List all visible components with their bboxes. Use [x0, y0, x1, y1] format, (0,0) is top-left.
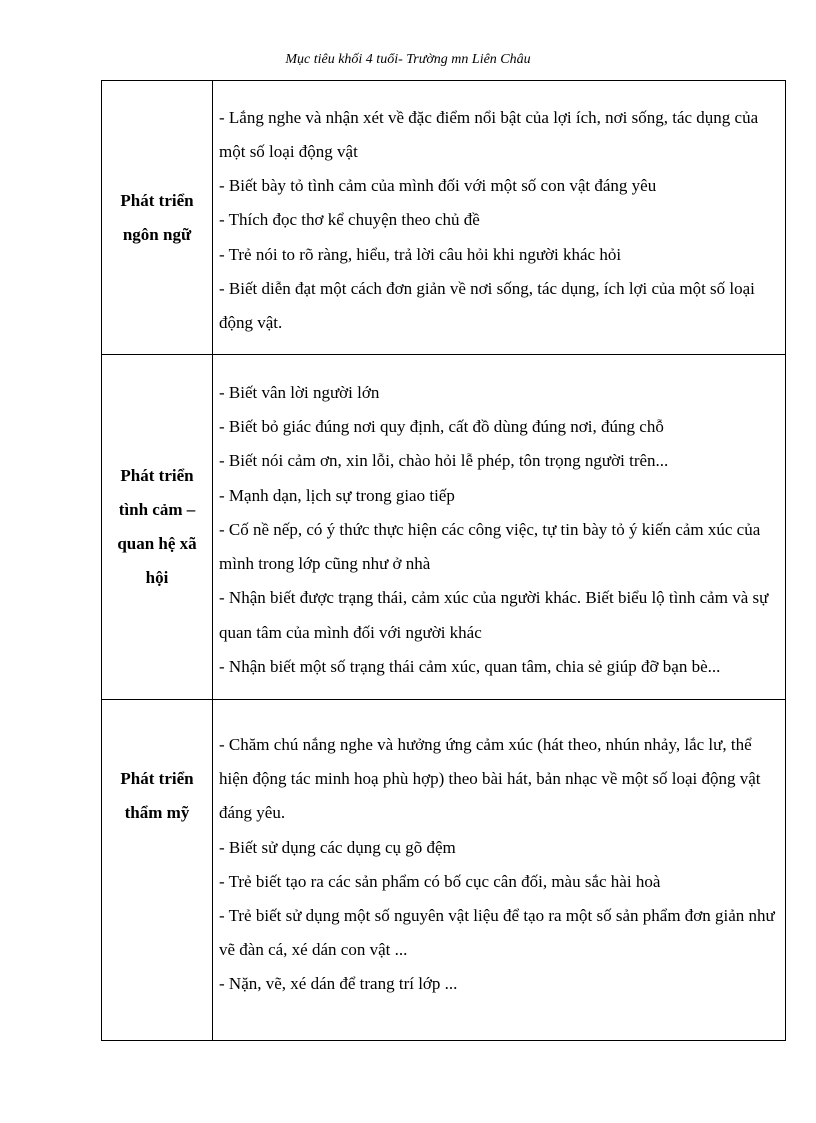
goal-item: - Lắng nghe và nhận xét về đặc điểm nổi bật của lợi ích, nơi sống, tác dụng của một số loại động vật [219, 107, 759, 161]
goal-item: - Mạnh dạn, lịch sự trong giao tiếp [219, 485, 455, 505]
page-header: Mục tiêu khối 4 tuổi- Trường mn Liên Châu [285, 52, 531, 67]
goal-item: - Biết diễn đạt một cách đơn giản về nơi sống, tác dụng, ích lợi của một số loại động vật. [219, 278, 755, 332]
table-row-aesthetic [102, 700, 786, 1041]
goal-item: - Biết bày tỏ tình cảm của mình đối với một số con vật đáng yêu [219, 176, 657, 196]
goal-item: - Biết vân lời người lớn [219, 383, 380, 403]
goal-item: - Trẻ biết tạo ra các sản phẩm có bố cục cân đối, màu sắc hài hoà [219, 871, 661, 891]
area-label: thẩm mỹ [124, 803, 190, 822]
area-label: tình cảm – [118, 500, 196, 519]
area-label: Phát triển [120, 190, 194, 210]
content-cell [213, 355, 786, 700]
area-cell [102, 355, 213, 700]
area-cell [102, 700, 213, 1041]
goal-item: - Nặn, vẽ, xé dán để trang trí lớp ... [219, 974, 458, 994]
content-cell [213, 81, 786, 355]
goal-item: - Biết sử dụng các dụng cụ gõ đệm [219, 837, 456, 857]
area-label: hội [145, 568, 169, 587]
goal-item: - Thích đọc thơ kể chuyện theo chủ đề [219, 210, 480, 230]
goal-item: - Chăm chú nắng nghe và hưởng ứng cảm xúc (hát theo, nhún nhảy, lắc lư, thể hiện động tác minh hoạ phù hợp) theo bài hát, bản nhạc về một số loại động vật đáng yêu. [219, 735, 761, 823]
table-row-social [102, 355, 786, 700]
area-label: Phát triển [120, 769, 194, 788]
goal-item: - Biết nói cảm ơn, xin lỗi, chào hỏi lễ phép, tôn trọng người trên... [219, 451, 669, 471]
area-label: ngôn ngữ [122, 224, 192, 244]
table-row-language [102, 81, 786, 355]
content-cell [213, 700, 786, 1041]
goal-item: - Trẻ biết sử dụng một số nguyên vật liệu để tạo ra một số sản phẩm đơn giản như vẽ đàn cá, xé dán con vật ... [219, 906, 775, 960]
goals-table [101, 80, 786, 1041]
area-cell [102, 81, 213, 355]
goal-item: - Biết bỏ giác đúng nơi quy định, cất đồ dùng đúng nơi, đúng chỗ [219, 417, 664, 437]
goal-item: - Nhận biết được trạng thái, cảm xúc của người khác. Biết biểu lộ tình cảm và sự quan tâm của mình đối với người khác [219, 588, 769, 642]
goal-item: - Nhận biết một số trạng thái cảm xúc, quan tâm, chia sẻ giúp đỡ bạn bè... [219, 656, 721, 676]
area-label: Phát triển [120, 466, 194, 485]
goal-item: - Cố nề nếp, có ý thức thực hiện các công việc, tự tin bày tỏ ý kiến cảm xúc của mình trong lớp cũng như ở nhà [219, 519, 761, 574]
goal-item: - Trẻ nói to rõ ràng, hiểu, trả lời câu hỏi khi người khác hỏi [219, 244, 622, 264]
area-label: quan hệ xã [117, 534, 197, 553]
